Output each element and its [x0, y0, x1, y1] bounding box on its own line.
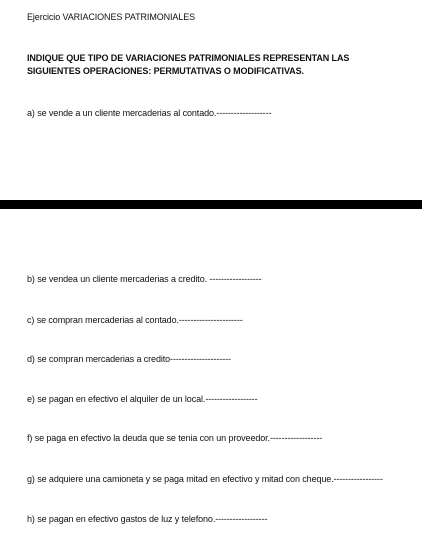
question-e: e) se pagan en efectivo el alquiler de un local.------------------	[27, 394, 258, 404]
question-d: d) se compran mercaderias a credito---------------------	[27, 354, 231, 364]
question-h: h) se pagan en efectivo gastos de luz y telefono.------------------	[27, 514, 268, 524]
exercise-title: Ejercicio VARIACIONES PATRIMONIALES	[27, 12, 196, 22]
question-f: f) se paga en efectivo la deuda que se tenia con un proveedor.------------------	[27, 433, 323, 443]
question-a: a) se vende a un cliente mercaderias al contado.-------------------	[27, 108, 272, 118]
question-b: b) se vendea un cliente mercaderias a credito. ------------------	[27, 274, 262, 284]
question-c: c) se compran mercaderias al contado.----------------------	[27, 315, 243, 325]
second-page	[0, 209, 422, 538]
question-g: g) se adquiere una camioneta y se paga mitad en efectivo y mitad con cheque.-----------------	[27, 474, 383, 484]
page-break-bar	[0, 200, 422, 209]
instruction-text: INDIQUE QUE TIPO DE VARIACIONES PATRIMONIALES REPRESENTAN LAS SIGUIENTES OPERACIONES: PERMUTATIVAS O MODIFICATIVAS.	[27, 53, 350, 76]
